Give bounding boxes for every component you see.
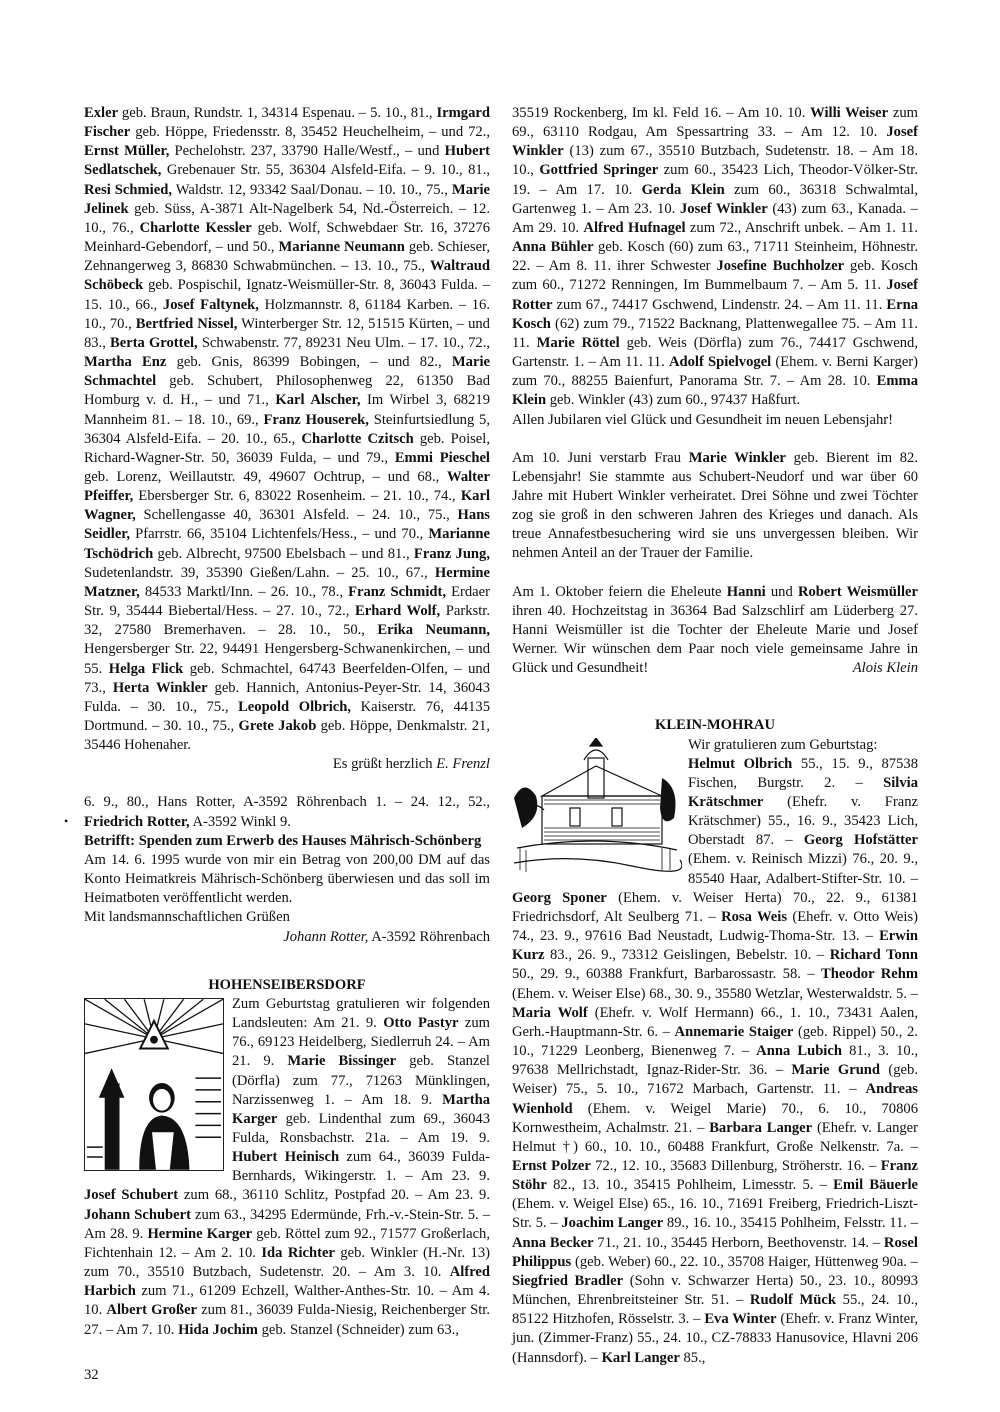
name-bold: Robert Weismüller <box>797 583 918 600</box>
text-run: geb. Stanzel (Dörfla) zum 77., 71263 Münklingen, Narzissenweg 1. – Am 18. 9. <box>232 1053 490 1108</box>
text-run: Im Wirbel 3, 68219 Mannheim 81. – 18. 10., 69., <box>84 392 490 428</box>
text-run: Kaiserstr. 76, 44135 Dortmund. – 30. 10., 75., <box>84 698 490 734</box>
name-bold: Georg Hofstätter <box>803 832 918 849</box>
text-run: 55., 24. 10., 85122 Hitzhofen, Rösselstr. 3. – <box>512 1292 918 1328</box>
text-run: zum 71., 61209 Echzell, Walther-Anthes-Str. 10. – Am 4. 10. <box>84 1283 490 1319</box>
text-run: geb. Schubert, Philosophenweg 22, 61350 Bad Homburg v. d. H., – und 71., <box>84 373 490 409</box>
text-run: zum 67., 74417 Gschwend, Lindenstr. 24. – Am 11. 11. <box>552 296 887 313</box>
name-bold: Anna Bühler <box>512 239 594 256</box>
name-bold: Albert Großer <box>106 1302 198 1319</box>
text-run: Schwabenstr. 77, 89231 Neu Ulm. – 17. 10., 72., <box>197 334 490 351</box>
name-bold: Ernst Polzer <box>512 1157 591 1174</box>
text-run: Grebenauer Str. 55, 36304 Alsfeld-Eifa. – 9. 10., 81., <box>161 162 490 179</box>
name-bold: Helmut Olbrich <box>688 755 793 772</box>
name-bold: Martha Karger <box>232 1091 490 1127</box>
text-run: (Ehefr. v. Franz Krätschmer) 55., 16. 9., 35423 Lich, Oberstadt 87. – <box>688 794 918 849</box>
text-run: (Ehefr. v. Otto Weis) 74., 23. 9., 97616 Bad Neustadt, Ludwig-Thoma-Str. 13. – <box>512 908 919 945</box>
rotter-birthdays <box>84 793 490 831</box>
text-run: Steinfurtsiedlung 5, 36304 Alsfeld-Eifa. – 20. 10., 65., <box>84 411 490 447</box>
name-bold: Willi Weiser <box>810 105 889 121</box>
text-run: Parkstr. 32, 27580 Bremerhaven. – 28. 10., 50., <box>84 603 490 639</box>
klein-mohrau-intro: Wir gratulieren zum Geburtstag: <box>688 736 878 753</box>
name-bold: Erika Neumann, <box>377 622 490 639</box>
section-heading-klein-mohrau: KLEIN-MOHRAU <box>655 717 775 734</box>
text-run: geb. Höppe, Denkmalstr. 21, 35446 Hohenaher. <box>84 718 490 754</box>
name-bold: Erhard Wolf, <box>354 603 441 620</box>
name-bold: Barbara Langer <box>709 1119 813 1136</box>
name-bold: Josef Faltynek, <box>162 296 259 313</box>
text-run: Waldstr. 12, 93342 Saal/Donau. – 10. 10., 75., <box>171 181 452 198</box>
name-bold: Anna Lubich <box>756 1043 842 1060</box>
text-run: zum 60., 36318 Schwalmtal, Gartenweg 1. – Am 23. 10. <box>512 181 918 217</box>
text-run: 83., 26. 9., 73312 Geislingen, Bebelstr. 10. – <box>544 947 830 964</box>
wishes-line: Allen Jubilaren viel Glück und Gesundheit im neuen Lebensjahr! <box>512 411 893 428</box>
text-run: 50., 29. 9., 60388 Frankfurt, Barbarossastr. 58. – <box>512 966 822 983</box>
name-bold: Anna Becker <box>512 1234 594 1251</box>
text-run: geb. Poisel, Richard-Wagner-Str. 50, 36039 Fulda, – und 79., <box>84 430 490 466</box>
name-bold: Marianne Neumann <box>278 239 405 256</box>
rotter-signature: Johann Rotter, A-3592 Röhrenbach <box>283 928 490 945</box>
name-bold: Helga Flick <box>108 660 184 677</box>
name-bold: Marie Winkler <box>688 449 786 466</box>
hohenseibersdorf-birthdays-continued <box>512 104 918 411</box>
text-run: (62) zum 79., 71522 Backnang, Plattenwegallee 75. – Am 11. 11. <box>512 315 918 351</box>
text-run: 81., 3. 10., 97638 Mellrichstadt, Ignaz-Rider-Str. 36. – <box>512 1043 918 1079</box>
name-bold: Franz Stöhr <box>512 1157 918 1194</box>
name-bold: Theodor Rehm <box>821 966 918 983</box>
name-bold: Marie Röttel <box>536 334 620 351</box>
name-bold: Joachim Langer <box>561 1215 664 1232</box>
wedding-anniversary-text <box>512 583 918 679</box>
text-run: geb. Süss, A-3871 Alt-Nagelberk 54, Nd.-Österreich. – 12. 10., 76., <box>84 200 490 236</box>
obituary-text <box>512 449 918 564</box>
text-run: geb. Weis (Dörfla) zum 76., 74417 Gschwend, Gartenstr. 1. – Am 11. 11. <box>512 334 918 371</box>
name-bold: Hermine Karger <box>147 1225 253 1242</box>
text-run: geb. Stanzel (Schneider) zum 63., <box>257 1321 459 1338</box>
text-run: zum 64., 36039 Fulda-Bernhards, Wikingerstr. 1. – Am 23. 9. <box>232 1149 490 1185</box>
name-bold: Gerda Klein <box>641 181 725 198</box>
text-run: und <box>765 583 798 600</box>
text-run: 55., 15. 9., 87538 Fischen, Burgstr. 2. – <box>688 755 918 791</box>
name-bold: Irmgard Fischer <box>84 105 490 141</box>
name-bold: Berta Grottel, <box>110 334 198 351</box>
text-run: (geb. Weiser) 75., 5. 10., 71672 Marbach, Gartenstr. 11. – <box>512 1062 918 1098</box>
text-run: (43) zum 63., Kanada. – Am 29. 10. <box>512 200 918 236</box>
text-run: geb. Röttel zum 92., 71577 Großerlach, Fichtenhain 12. – Am 2. 10. <box>84 1225 490 1261</box>
text-run: zum 76., 69123 Heidelberg, Siedlerruh 24. – Am 21. 9. <box>232 1015 490 1070</box>
text-run: geb. Albrecht, 97500 Ebelsbach – und 81., <box>153 545 414 562</box>
text-run: zum 69., 63110 Rodgau, Am Spessartring 33. – Am 12. 10. <box>512 105 918 141</box>
text-run: (geb. Rippel) 50., 2. 10., 71229 Leonberg, Bienenweg 7. – <box>512 1023 918 1060</box>
text-run: Winterberger Str. 12, 51515 Kürten, – und 83., <box>84 315 490 351</box>
name-bold: Erwin Kurz <box>512 928 918 964</box>
name-bold: Emma Klein <box>512 373 918 409</box>
name-bold: Charlotte Czitsch <box>301 430 414 447</box>
text-run: geb. Winkler (43) zum 60., 97437 Haßfurt. <box>546 392 801 409</box>
name-bold: Hanni <box>726 583 766 600</box>
name-bold: Annemarie Staiger <box>674 1023 794 1040</box>
text-run: geb. Bierent im 82. Lebensjahr! Sie stammte aus Schubert-Neudorf und war über 60 Jahre mit Hubert Winkler verheiratet. Drei Söhne und zwei Töchter zog sie groß in den schweren Jahren des Krieges und danach. Als treue Annafestbesuchering wird sie uns unvergessen bleiben. Wir nehmen Anteil an der Trauer der Familie. <box>512 449 918 562</box>
name-bold: Josef Schubert <box>84 1187 179 1204</box>
name-bold: Karl Langer <box>601 1349 680 1366</box>
name-bold: Charlotte Kessler <box>139 219 252 236</box>
text-run: (geb. Weber) 60., 22. 10., 35708 Haiger, Hüttenweg 90a. – <box>571 1253 918 1270</box>
name-bold: Hermine Matzner, <box>84 564 490 600</box>
name-bold: Otto Pastyr <box>383 1015 459 1032</box>
text-run: zum 81., 36039 Fulda-Niesig, Reichenberger Str. 27. – Am 7. 10. <box>84 1302 491 1338</box>
name-bold: Walter Pfeiffer, <box>84 468 490 505</box>
name-bold: Marie Jelinek <box>84 181 491 217</box>
text-run: Pechelohstr. 237, 33790 Halle/Westf., – und <box>169 143 445 160</box>
right-column <box>512 104 918 1368</box>
name-bold: Josef Rotter <box>512 277 918 313</box>
name-bold: Richard Tonn <box>829 947 918 964</box>
name-bold: Maria Wolf <box>512 1004 588 1021</box>
text-run: 84533 Marktl/Inn. – 26. 10., 78., <box>139 583 349 600</box>
name-bold: Bertfried Nissel, <box>135 315 238 332</box>
text-run: 71., 21. 10., 35445 Herborn, Beethovenstr. 14. – <box>593 1234 884 1251</box>
text-run: (Sohn v. Schwarzer Herta) 50., 23. 10., 80993 München, Ehrenbreitsteiner Str. 51. – <box>512 1272 918 1309</box>
text-run: geb. Pospischil, Ignatz-Weismüller-Str. 8, 36043 Fulda. – 15. 10., 66., <box>84 277 490 313</box>
name-bold: Emil Bäuerle <box>833 1177 918 1194</box>
name-bold: Friedrich Rotter, <box>84 813 190 830</box>
text-run: Erdaer Str. 9, 35444 Biebertal/Hess. – 27. 10., 72., <box>84 583 490 620</box>
name-bold: Adolf Spielvogel <box>668 354 772 371</box>
text-run: Pfarrstr. 66, 35104 Lichtenfels/Hess., – und 70., <box>130 526 429 543</box>
text-run: 89., 16. 10., 35415 Pohlheim, Felsstr. 11. – <box>663 1215 918 1232</box>
text-run: 85., <box>679 1349 706 1366</box>
name-bold: Hubert Heinisch <box>232 1149 340 1166</box>
name-bold: Resi Schmied, <box>84 181 172 198</box>
name-bold: Alfred Harbich <box>84 1264 490 1300</box>
text-run: geb. Höppe, Friedensstr. 8, 35452 Heuchelheim, – und 72., <box>130 124 490 141</box>
left-column <box>84 104 490 1340</box>
text-run: zum 63., 34295 Edermünde, Frh.-v.-Stein-Str. 5. – Am 28. 9. <box>84 1206 490 1242</box>
text-run: (13) zum 67., 35510 Butzbach, Sudetenstr. 18. – Am 18. 10., <box>512 143 918 179</box>
text-run: geb. Schieser, Zehnangerweg 3, 86830 Schwabmünchen. – 13. 10., 75., <box>84 239 490 275</box>
text-run: geb. Braun, Rundstr. 1, 34314 Espenau. – 5. 10., 81., <box>118 105 437 121</box>
text-run: A-3592 Winkl 9. <box>189 813 291 830</box>
name-bold: Josef Winkler <box>680 200 768 217</box>
name-bold: Martha Enz <box>84 354 167 371</box>
text-run: 82., 13. 10., 35415 Pohlheim, Limesstr. 5. – <box>546 1177 834 1194</box>
name-bold: Marie Bissinger <box>287 1053 397 1070</box>
text-run: Sudetenlandstr. 39, 35390 Gießen/Lahn. – 25. 10., 67., <box>84 564 435 581</box>
text-run: zum 72., Anschrift unbek. – Am 1. 11. <box>685 219 919 236</box>
text-run: Am 10. Juni verstarb Frau <box>512 449 689 466</box>
name-bold: Andreas Wienhold <box>512 1081 918 1117</box>
bullet-dot-icon: • <box>64 814 69 828</box>
text-run: Zum Geburtstag gratulieren wir folgenden Landsleuten: Am 21. 9. <box>232 995 490 1032</box>
hohenseibersdorf-section <box>84 995 490 1340</box>
church-drawing-icon <box>512 738 682 878</box>
births-signature: Es grüßt herzlich E. Frenzl <box>332 756 490 773</box>
page-number: 32 <box>84 1367 99 1383</box>
text-run: (Ehefr. v. Langer Helmut †) 60., 10. 10., 60488 Frankfurt, Große Nelkenstr. 7a. – <box>512 1119 918 1155</box>
text-run: geb. Winkler (H.-Nr. 13) zum 70., 35510 Butzbach, Sudetenstr. 20. – Am 3. 10. <box>84 1244 490 1281</box>
text-run: ihren 40. Hochzeitstag in 36364 Bad Salzschlirf am Lüderberg 27. Hanni Weismüller ist die Tochter der Eheleute Marie und Josef Werner. Wir wünschen dem Paar noch viele gemeinsame Jahre in Glück und Gesundheit! <box>512 602 918 677</box>
text-run: (Ehem. v. Weigel Marie) 70., 6. 10., 70806 Kornwestheim, Achalmstr. 21. – <box>512 1100 918 1136</box>
greeting-line: Mit landsmannschaftlichen Grüßen <box>84 909 290 926</box>
name-bold: Siegfried Bradler <box>512 1272 624 1289</box>
text-run: (Ehem. v. Weiser Else) 68., 30. 9., 35580 Wetzlar, Westerwaldstr. 5. – <box>512 985 918 1002</box>
text-run: geb. Lorenz, Weillautstr. 49, 49607 Ochtrup, – und 68., <box>84 468 448 485</box>
text-run: geb. Schmachtel, 64743 Beerfelden-Olfen, – und 73., <box>84 660 491 696</box>
name-bold: Grete Jakob <box>238 718 317 734</box>
name-bold: Ernst Müller, <box>84 143 170 160</box>
text-run: geb. Gnis, 86399 Bobingen, – und 82., <box>166 354 452 371</box>
name-bold: Gottfried Springer <box>539 162 659 179</box>
text-run: (Ehefr. v. Wolf Hermann) 66., 1. 10., 73431 Aalen, Gerh.-Hauptmann-Str. 6. – <box>512 1004 918 1040</box>
text-run: Holzmannstr. 8, 61184 Karben. – 16. 10., 70., <box>84 296 490 332</box>
name-bold: Karl Wagner, <box>84 488 490 524</box>
name-bold: Erna Kosch <box>512 296 918 332</box>
name-bold: Marianne Tschödrich <box>84 526 490 562</box>
name-bold: Georg Sponer <box>512 889 607 906</box>
name-bold: Johann Schubert <box>84 1206 191 1223</box>
text-run: geb. Kosch zum 60., 71272 Renningen, Im Bummelbaum 7. – Am 5. 11. <box>512 258 918 294</box>
text-run: 35519 Rockenberg, Im kl. Feld 16. – Am 10. 10. <box>512 105 811 121</box>
name-bold: Herta Winkler <box>112 679 208 696</box>
betrifft-heading: Betrifft: Spenden zum Erwerb des Hauses Mährisch-Schönberg <box>84 832 482 849</box>
name-bold: Hubert Sedlatschek, <box>84 143 490 179</box>
name-bold: Emmi Pieschel <box>394 449 490 466</box>
text-run: geb. Wolf, Schwebdaer Str. 16, 37276 Meinhard-Gebendorf, – und 50., <box>84 219 491 256</box>
text-run: Ebersberger Str. 6, 83022 Rosenheim. – 21. 10., 74., <box>133 488 461 505</box>
text-run: Schellengasse 40, 36301 Alsfeld. – 24. 10., 75., <box>135 507 458 524</box>
name-bold: Rudolf Mück <box>749 1292 837 1309</box>
name-bold: Franz Schmidt, <box>348 583 447 600</box>
name-bold: Rosel Philippus <box>512 1234 918 1270</box>
signature-name: E. Frenzl <box>436 756 490 773</box>
section-heading-hohenseibersdorf: HOHENSEIBERSDORF <box>208 976 366 993</box>
name-bold: Alfred Hufnagel <box>583 219 686 236</box>
text-run: (Ehem. v. Berni Karger) zum 70., 88255 Baienfurt, Panorama Str. 7. – Am 28. 10. <box>512 354 919 390</box>
text-run: (Ehem. v. Weiser Herta) 70., 22. 9., 61381 Friedrichsdorf, Alt Seulberg 71. – <box>512 889 918 925</box>
text-run: 6. 9., 80., Hans Rotter, A-3592 Röhrenbach 1. – 24. 12., 52., <box>84 794 490 811</box>
text-run: geb. Kosch (60) zum 63., 71711 Steinheim, Höhnestr. 22. – Am 8. 11. ihrer Schwester <box>512 239 918 275</box>
text-run: Am 1. Oktober feiern die Eheleute <box>512 583 727 600</box>
text-run: 72., 12. 10., 35683 Dillenburg, Ströherstr. 16. – <box>590 1157 881 1174</box>
name-bold: Marie Grund <box>791 1062 881 1079</box>
name-bold: Leopold Olbrich, <box>238 698 352 715</box>
name-bold: Rosa Weis <box>721 908 787 925</box>
name-bold: Ida Richter <box>261 1244 335 1261</box>
woodcut-saint-icon <box>84 998 224 1171</box>
text-run: zum 60., 35423 Lich, Theodor-Völker-Str. 19. – Am 17. 10. <box>512 162 918 198</box>
text-run: (Ehefr. v. Franz Winter, jun. (Zimmer-Franz) 55., 24. 10., CZ-78833 Hanusovice, Hlavni 206 (Hannsdorf). – <box>512 1311 918 1366</box>
name-bold: Waltraud Schöbeck <box>84 258 490 294</box>
text-run: geb. Hannich, Antonius-Peyer-Str. 14, 36043 Fulda. – 30. 10., 75., <box>84 679 491 715</box>
name-bold: Josef Winkler <box>512 124 918 160</box>
name-bold: Josefine Buchholzer <box>716 258 845 275</box>
name-bold: Franz Houserek, <box>263 411 369 428</box>
name-bold: Marie Schmachtel <box>84 354 490 390</box>
text-run: zum 68., 36110 Schlitz, Postpfad 20. – Am 23. 9. <box>178 1187 490 1204</box>
name-bold: Karl Alscher, <box>275 392 361 409</box>
name-bold: Silvia Krätschmer <box>688 774 918 810</box>
text-run: geb. Lindenthal zum 69., 36043 Fulda, Ronsbachstr. 21a. – Am 19. 9. <box>232 1110 490 1146</box>
wedding-signature: Alois Klein <box>852 660 918 677</box>
klein-mohrau-section <box>512 736 918 1368</box>
name-bold: Eva Winter <box>704 1311 777 1328</box>
text-run: Hengersberger Str. 22, 94491 Hengersberg-Schwanenkirchen, – und 55. <box>84 641 490 677</box>
name-bold: Hida Jochim <box>178 1321 258 1338</box>
birthday-list-continued <box>84 104 490 755</box>
donation-text: Am 14. 6. 1995 wurde von mir ein Betrag von 200,00 DM auf das Konto Heimatkreis Mährisch-Schönberg überwiesen und das soll im Heimatboten veröffentlicht werden. <box>84 851 490 907</box>
name-bold: Hans Seidler, <box>84 507 490 543</box>
text-run: (Ehem. v. Weigel Else) 65., 16. 10., 71691 Freiberg, Friedrich-Liszt-Str. 5. – <box>512 1196 918 1232</box>
name-bold: Exler <box>84 105 119 121</box>
text-run: (Ehem. v. Reinisch Mizzi) 76., 20. 9., 85540 Haar, Adalbert-Stifter-Str. 10. – <box>688 851 918 887</box>
name-bold: Franz Jung, <box>413 545 490 562</box>
